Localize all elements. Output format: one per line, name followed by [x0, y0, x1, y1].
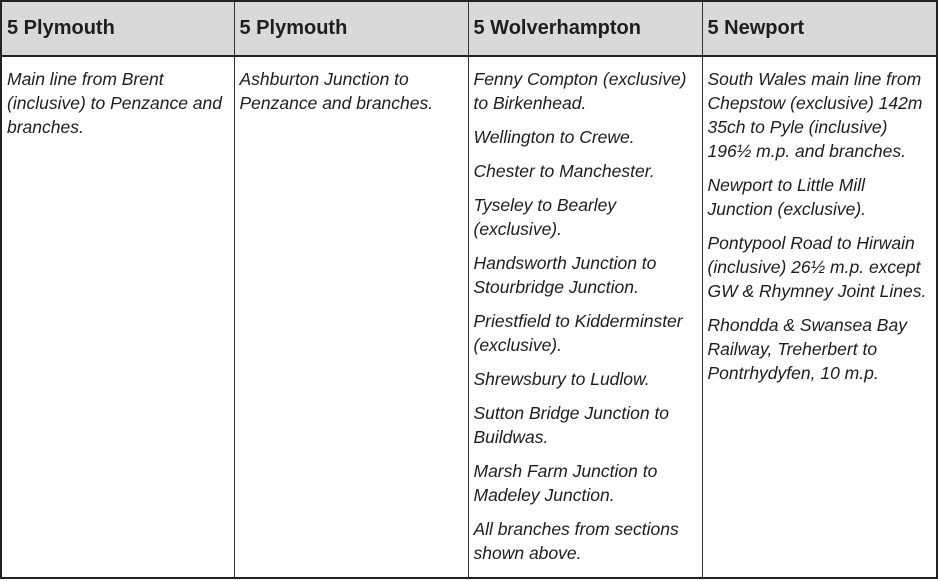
section-entry: Shrewsbury to Ludlow. [473, 369, 650, 389]
column-header-plymouth-2: 5 Plymouth [234, 1, 468, 56]
column-header-plymouth-1: 5 Plymouth [1, 1, 234, 56]
body-row [1, 56, 937, 578]
cell-plymouth-2 [234, 56, 468, 578]
section-entry: South Wales main line from Chepstow (exclusive) 142m 35ch to Pyle (inclusive) 196½ m.p. and branches. [707, 69, 923, 161]
header-row [1, 1, 937, 56]
section-entry: Wellington to Crewe. [473, 127, 635, 147]
section-entry: Newport to Little Mill Junction (exclusive). [707, 175, 867, 219]
column-header-newport: 5 Newport [702, 1, 937, 56]
column-header-wolverhampton: 5 Wolverhampton [468, 1, 702, 56]
section-entry: Ashburton Junction to Penzance and branches. [239, 69, 434, 113]
section-entry: Main line from Brent (inclusive) to Penzance and branches. [7, 69, 222, 137]
section-entry: Handsworth Junction to Stourbridge Junction. [473, 253, 657, 297]
cell-wolverhampton [468, 56, 702, 578]
section-entry: Priestfield to Kidderminster (exclusive). [473, 311, 683, 355]
section-entry: Rhondda & Swansea Bay Railway, Treherbert to Pontrhydyfen, 10 m.p. [707, 315, 907, 383]
section-entry: Chester to Manchester. [473, 161, 655, 181]
section-entry: Marsh Farm Junction to Madeley Junction. [473, 461, 658, 505]
section-entry: Sutton Bridge Junction to Buildwas. [473, 403, 670, 447]
section-entry: Pontypool Road to Hirwain (inclusive) 26½ m.p. except GW & Rhymney Joint Lines. [707, 233, 927, 301]
cell-newport [702, 56, 937, 578]
section-entry: Fenny Compton (exclusive) to Birkenhead. [473, 69, 687, 113]
cell-plymouth-1 [1, 56, 234, 578]
section-entry: All branches from sections shown above. [473, 519, 679, 563]
section-entry: Tyseley to Bearley (exclusive). [473, 195, 617, 239]
